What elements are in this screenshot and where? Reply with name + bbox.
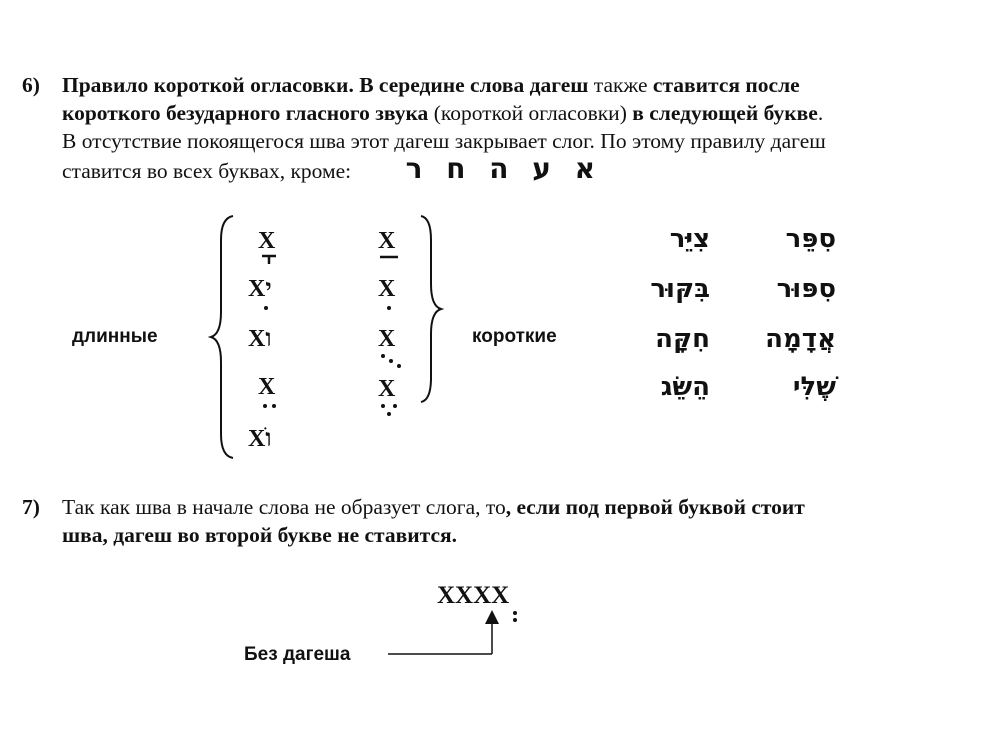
- rule7-intro: Так как шва в начале слова не образует слога, то: [62, 495, 506, 519]
- word-sheli: שֶׁלִּי: [792, 372, 836, 402]
- right-brace: [418, 212, 444, 407]
- short-mark-qubuts: X: [378, 326, 408, 370]
- rule6-title: Правило короткой огласовки. В середине слова дагеш: [62, 73, 589, 97]
- long-mark-shuruk: Xו: [248, 326, 272, 352]
- rule6-placed-after: ставится после: [652, 73, 800, 97]
- rule7-number: 7): [22, 495, 40, 519]
- rule6-line3: В отсутствие покоящегося шва этот дагеш закрывает слог. По этому правилу дагеш: [62, 129, 826, 153]
- long-mark-hiriq-yod: Xי: [248, 276, 288, 316]
- word-siper: סִפֵּר: [785, 224, 836, 254]
- long-mark-tsere: X: [258, 374, 284, 414]
- rule6-line1: [62, 72, 800, 98]
- rule6-short-vowel-note: (короткой огласовки): [428, 101, 633, 125]
- long-mark-holam: Xׂו: [248, 426, 272, 452]
- word-hika: חִקָּה: [655, 324, 710, 354]
- rule6-number: 6): [22, 73, 40, 97]
- long-label: длинные: [72, 326, 158, 347]
- rule7-condition: , если под первой буквой стоит: [505, 495, 805, 519]
- rule6-line4: ставится во всех буквах, кроме:: [62, 159, 352, 183]
- rule6-short-unstressed: короткого безударного гласного звука: [62, 101, 429, 125]
- rule6-period: .: [817, 101, 824, 125]
- rule6-next-letter: в следующей букве: [632, 101, 818, 125]
- rule6-also: также: [588, 73, 653, 97]
- short-mark-segol: X: [378, 376, 408, 420]
- rule7-line2: шва, дагеш во второй букве не ставится.: [62, 523, 457, 547]
- no-dagesh-caption: Без дагеша: [244, 644, 351, 665]
- word-adama: אֲדָמָה: [765, 324, 836, 354]
- word-tsiyer: צִיֵּר: [669, 224, 710, 254]
- word-sipur: סִפּוּר: [776, 274, 836, 304]
- word-bikur: בִּקּוּר: [650, 274, 710, 304]
- long-mark-qamats: X: [258, 228, 276, 254]
- rule7-line1: [62, 494, 805, 520]
- short-mark-patah: X: [378, 228, 396, 254]
- example-word: XXXX: [437, 582, 537, 622]
- word-hesig: הֵשֵּׂג: [660, 372, 710, 402]
- short-mark-hiriq: X: [378, 276, 404, 316]
- rule6-line2: [62, 100, 823, 126]
- rule6-except-letters: א ע ה ח ר: [405, 152, 595, 185]
- left-brace: [208, 212, 238, 462]
- arrow-up-icon: [380, 608, 520, 664]
- short-label: короткие: [472, 326, 557, 347]
